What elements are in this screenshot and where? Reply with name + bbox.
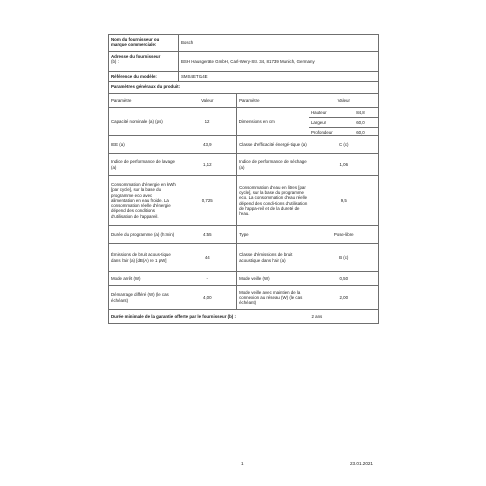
height-label: Hauteur: [310, 110, 327, 115]
guarantee-value: 2 ans: [311, 313, 323, 319]
capacity-row: [108, 108, 379, 136]
guarantee-label: Durée minimale de la garantie offerte par le fournisseur (b) :: [111, 313, 236, 319]
type-value: Pose-libre: [333, 231, 354, 237]
eei-row: [108, 136, 379, 154]
cleaning-value: 1,12: [178, 154, 237, 175]
supplier-address-row: [108, 52, 379, 72]
supplier-address-label: Adresse du fournisseur: [111, 54, 161, 59]
energy-class-label: Classe d'efficacité énergé-tique (a): [239, 141, 307, 147]
off-mode-label: Mode arrêt (W): [111, 275, 141, 281]
standby-label: Mode veille (W): [239, 275, 270, 281]
off-mode-value: -: [178, 272, 237, 285]
model-label: Référence du modèle:: [109, 72, 179, 81]
performance-row: [108, 154, 379, 176]
dimensions-values: [309, 108, 378, 135]
noise-label: Émissions de bruit acous-tique dans l'air (a) [dB(A) re 1 pW]: [111, 252, 171, 263]
general-title-row: [108, 82, 379, 94]
height-row: [309, 108, 378, 118]
dimensions-label: Dimensions en cm: [238, 118, 275, 124]
energy-class-value: C (c): [339, 141, 349, 147]
noise-class-value: B (c): [339, 254, 349, 260]
header-value: Valeur: [178, 94, 237, 107]
supplier-name-row: [108, 34, 379, 52]
consumption-row: [108, 176, 379, 226]
height-value: 84,8: [356, 110, 365, 115]
capacity-value: 12: [178, 108, 236, 135]
header-param: Paramètre: [111, 97, 132, 103]
width-row: [309, 118, 378, 128]
drying-label: Indice de performance de séchage (a): [239, 159, 307, 170]
cleaning-label: Indice de performance de lavage (a): [111, 159, 175, 170]
product-information-sheet: [108, 34, 379, 324]
networked-standby-label: Mode veille avec maintien de la connexion au réseau (W) (le cas échéant): [239, 289, 303, 306]
drying-value: 1,06: [339, 161, 349, 167]
model-value: SMS4ETI14E: [181, 74, 208, 79]
supplier-address-value: BSH Hausgeräte GmbH, Carl-Wery-Str. 34, 81739 Munich, Germany: [181, 58, 315, 64]
header-value-2: Valeur: [337, 97, 350, 103]
eei-label: IEE (a): [111, 141, 125, 147]
energy-consumption-label: Consommation d'énergie en kWh [par cycle], sur la base du programme eco avec alimentation en eau froide. La consommation réelle d'énergie dépend des conditions d'utilisation de l'appareil.: [111, 182, 176, 219]
energy-consumption-value: 0,725: [178, 176, 237, 225]
eei-value: 43,9: [178, 136, 237, 153]
footer-date: 23.01.2021: [350, 461, 373, 466]
width-label: Largeur: [310, 120, 327, 125]
delay-row: [108, 286, 379, 310]
supplier-address-label-cell: [109, 52, 179, 71]
water-consumption-value: 9,5: [340, 197, 347, 203]
duration-label: Durée du programme (a) (h:min): [111, 231, 175, 237]
supplier-name-value: Bosch: [181, 40, 194, 46]
power-mode-row: [108, 272, 379, 286]
noise-row: [108, 244, 379, 272]
water-consumption-label: Consommation d'eau en litres [par cycle], sur la base du programme eco. La consommation d'eau réelle dépend des condi-tions d'utilisation de l'appa-reil et de la dureté de l'eau.: [239, 184, 308, 216]
noise-value: 44: [178, 244, 237, 271]
header-row: [108, 94, 379, 108]
supplier-name-label: Nom du fournisseur ou marque commerciale:: [109, 35, 179, 51]
general-title: Paramètres généraux du produit:: [111, 84, 181, 89]
page-number: 1: [241, 461, 244, 466]
standby-value: 0,50: [339, 275, 349, 281]
delay-start-value: 4,00: [178, 286, 237, 309]
duration-value: 4:55: [178, 226, 237, 243]
depth-value: 60,0: [356, 130, 365, 135]
supplier-address-note: (b) :: [111, 59, 119, 65]
width-value: 60,0: [356, 120, 365, 125]
header-param-2: Paramètre: [239, 97, 260, 103]
networked-standby-value: 2,00: [339, 294, 349, 300]
duration-row: [108, 226, 379, 244]
type-label: Type: [239, 231, 249, 237]
guarantee-row: [108, 310, 379, 324]
depth-label: Profondeur: [310, 130, 333, 135]
capacity-label: Capacité nominale (a) (ps): [111, 118, 163, 124]
delay-start-label: Démarrage différé (W) (le cas échéant): [111, 292, 169, 303]
model-row: [108, 72, 379, 82]
noise-class-label: Classe d'émissions de bruit acoustique dans l'air (a): [239, 252, 293, 263]
